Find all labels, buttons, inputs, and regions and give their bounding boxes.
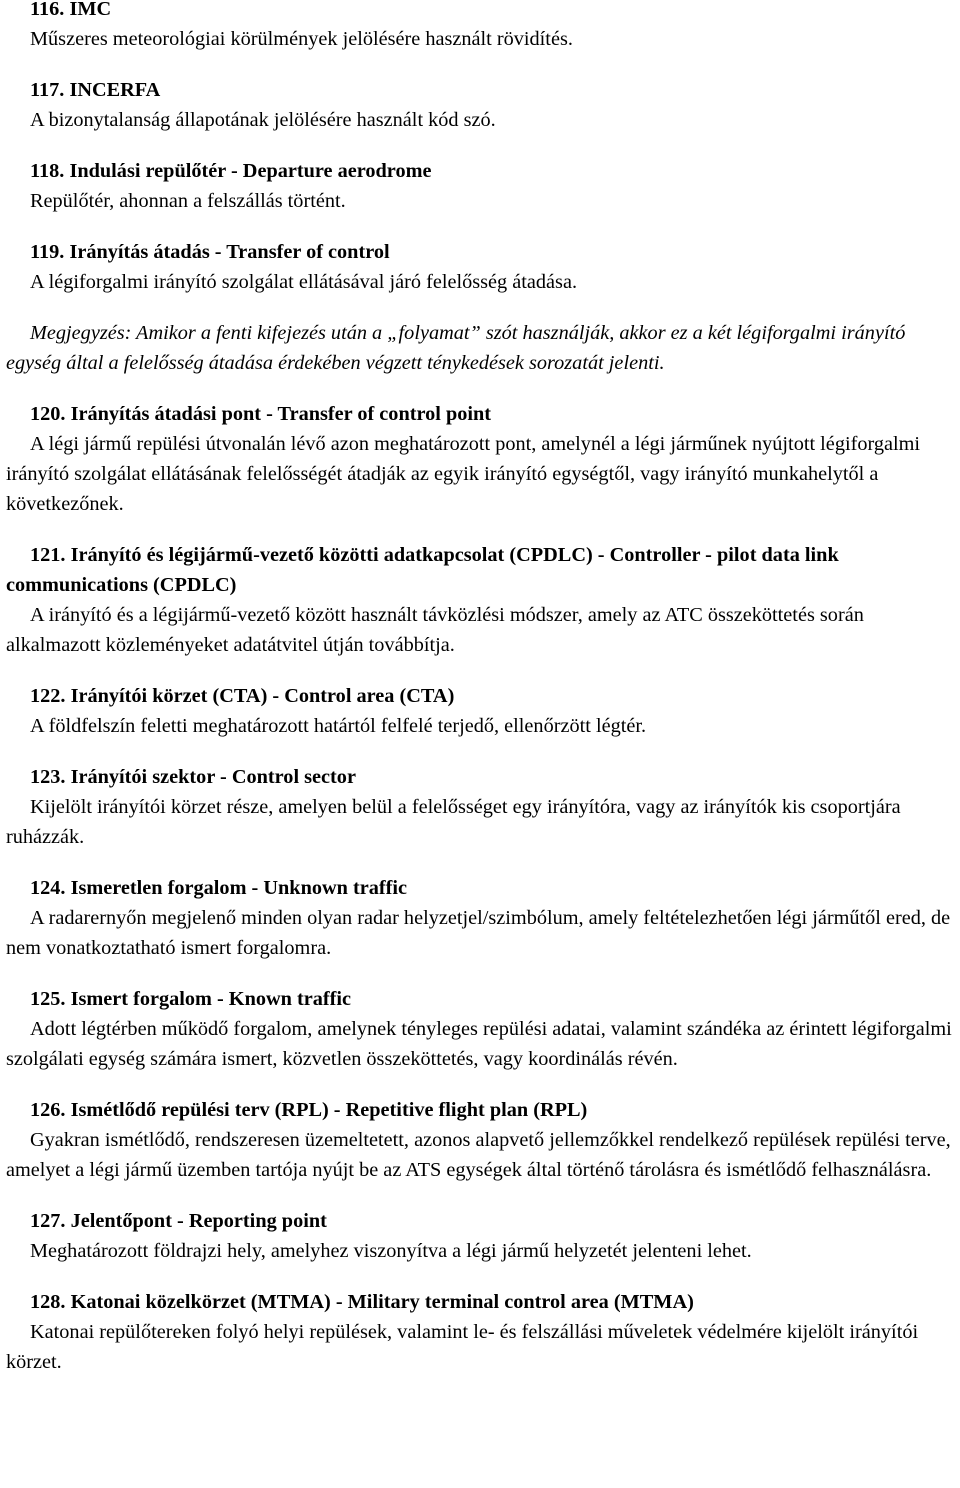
entry-definition: Katonai repülőtereken folyó helyi repülések, valamint le- és felszállási műveletek védelmére kijelölt irányítói körzet.	[6, 1321, 919, 1373]
entry-term: 119. Irányítás átadás - Transfer of control	[30, 241, 390, 263]
glossary-entry-126	[6, 1095, 956, 1185]
entry-definition: A irányító és a légijármű-vezető között használt távközlési módszer, amely az ATC összeköttetés során alkalmazott közleményeket adatátvitel útján továbbítja.	[6, 604, 864, 656]
entry-term: 117. INCERFA	[30, 79, 161, 101]
entry-term: 128. Katonai közelkörzet (MTMA) - Military terminal control area (MTMA)	[30, 1291, 694, 1313]
entry-definition: A földfelszín feletti meghatározott határtól felfelé terjedő, ellenőrzött légtér.	[30, 715, 647, 737]
entry-term: 122. Irányítói körzet (CTA) - Control area (CTA)	[30, 685, 455, 707]
entry-definition: Meghatározott földrajzi hely, amelyhez viszonyítva a légi jármű helyzetét jelenteni lehet.	[30, 1240, 752, 1262]
entry-definition: Kijelölt irányítói körzet része, amelyen belül a felelősséget egy irányítóra, vagy az irányítók kis csoportjára ruházzák.	[6, 796, 901, 848]
entry-definition: A bizonytalanság állapotának jelölésére használt kód szó.	[30, 109, 496, 131]
glossary-entry-123	[6, 762, 956, 852]
entry-definition: A légiforgalmi irányító szolgálat ellátásával járó felelősség átadása.	[30, 271, 578, 293]
entry-definition: A radarernyőn megjelenő minden olyan radar helyzetjel/szimbólum, amely feltételezhetően légi járműtől ered, de nem vonatkoztatható ismert forgalomra.	[6, 907, 951, 959]
entry-definition: Gyakran ismétlődő, rendszeresen üzemeltetett, azonos alapvető jellemzőkkel rendelkező repülések repülési terve, amelyet a légi jármű üzemben tartója nyújt be az ATS egységek által történő tárolásra és ismétlődő felhasználásra.	[6, 1129, 951, 1181]
entry-definition: A légi jármű repülési útvonalán lévő azon meghatározott pont, amelynél a légi járműnek nyújtott légiforgalmi irányító szolgálat ellátásának felelősségét átadják az egyik irányító egységtől, vagy irányító munkahelytől a következőnek.	[6, 433, 921, 515]
entry-term: 116. IMC	[30, 0, 112, 20]
glossary-entry-118	[6, 156, 956, 216]
glossary-entry-124	[6, 873, 956, 963]
entry-term: 125. Ismert forgalom - Known traffic	[30, 988, 352, 1010]
entry-term: 126. Ismétlődő repülési terv (RPL) - Repetitive flight plan (RPL)	[30, 1099, 588, 1121]
entry-term: 124. Ismeretlen forgalom - Unknown traffic	[30, 877, 408, 899]
entry-term: 127. Jelentőpont - Reporting point	[30, 1210, 327, 1232]
glossary-entry-117	[6, 75, 956, 135]
glossary-entry-120	[6, 399, 956, 519]
glossary-entry-122	[6, 681, 956, 741]
entry-term: 123. Irányítói szektor - Control sector	[30, 766, 356, 788]
glossary-entry-125	[6, 984, 956, 1074]
glossary-entry-119	[6, 237, 956, 297]
glossary-entry-121	[6, 540, 956, 660]
entry-definition: Adott légtérben működő forgalom, amelynek tényleges repülési adatai, valamint szándéka az érintett légiforgalmi szolgálati egység számára ismert, közvetlen összeköttetés, vagy koordinálás révén.	[6, 1018, 952, 1070]
entry-term: 121. Irányító és légijármű-vezető közötti adatkapcsolat (CPDLC) - Controller - pilot data link communications (CPDLC)	[6, 544, 839, 596]
entry-term: 118. Indulási repülőtér - Departure aerodrome	[30, 160, 432, 182]
document-page	[6, 0, 956, 1377]
glossary-entry-127	[6, 1206, 956, 1266]
entry-definition: Műszeres meteorológiai körülmények jelölésére használt rövidítés.	[30, 28, 573, 50]
glossary-entry-128	[6, 1287, 956, 1377]
glossary-entry-116	[6, 0, 956, 54]
entry-term: 120. Irányítás átadási pont - Transfer of control point	[30, 403, 492, 425]
entry-note-119: Megjegyzés: Amikor a fenti kifejezés után a „folyamat” szót használják, akkor ez a két légiforgalmi irányító egység által a felelősség átadása érdekében végzett ténykedések sorozatát jelenti.	[6, 322, 906, 374]
entry-definition: Repülőtér, ahonnan a felszállás történt.	[30, 190, 346, 212]
